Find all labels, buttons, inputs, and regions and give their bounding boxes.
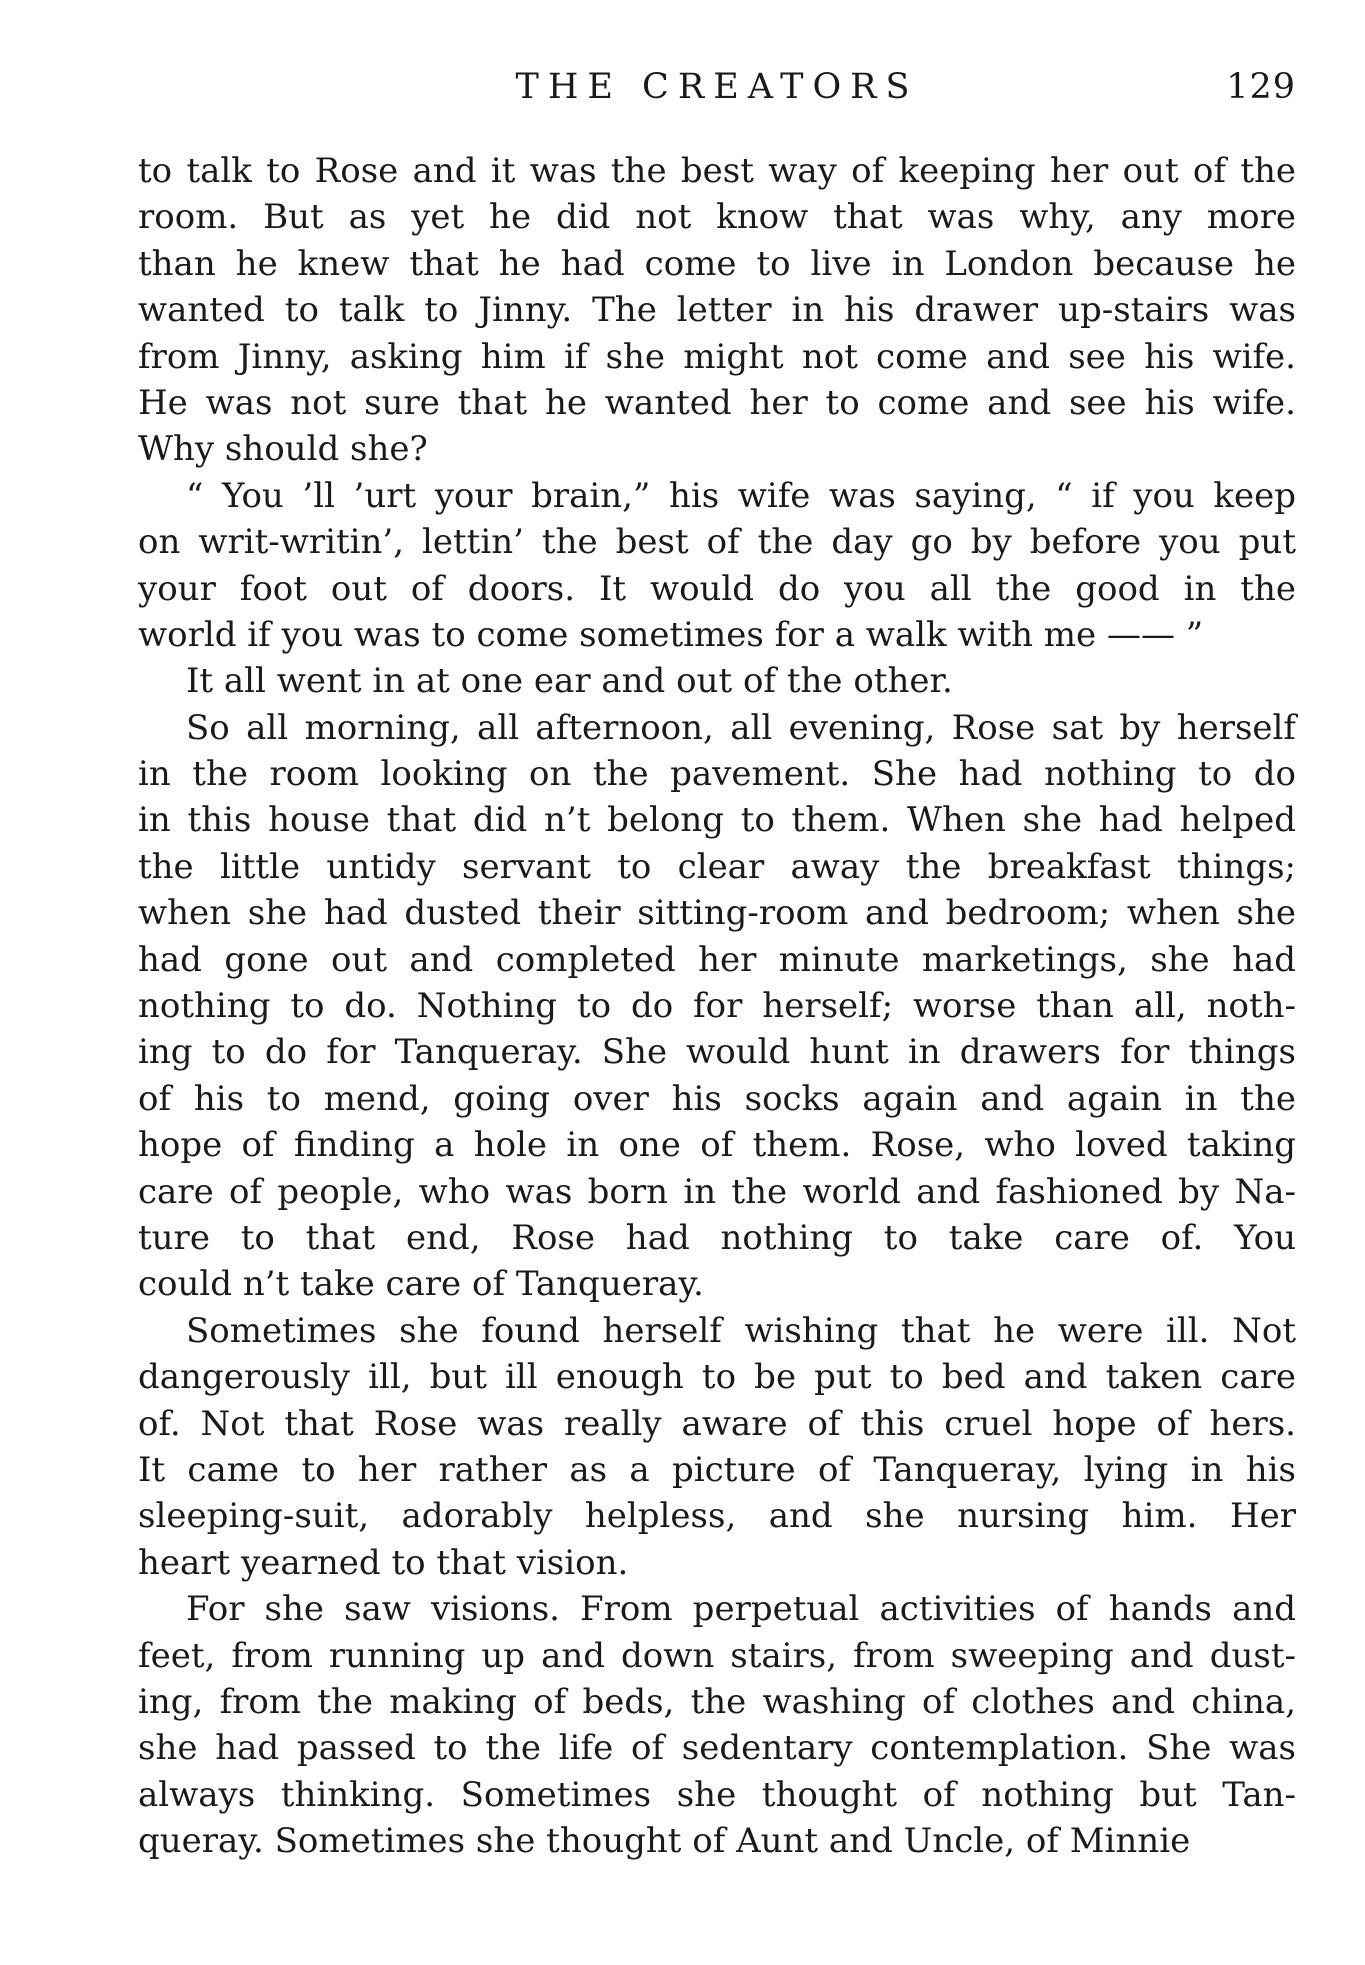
text-line: on writ-writin’, lettin’ the best of the day go by before you put [138, 522, 1296, 563]
text-line: in this house that did n’t belong to them. When she had helped [138, 800, 1296, 841]
text-line: Why should she? [138, 429, 428, 470]
text-line: to talk to Rose and it was the best way of keeping her out of the [138, 151, 1296, 191]
text-line: always thinking. Sometimes she thought of nothing but Tan- [138, 1774, 1296, 1815]
paragraph [138, 473, 1296, 659]
text-line: For she saw visions. From perpetual activities of hands and [186, 1589, 1296, 1630]
paragraph [138, 1308, 1296, 1586]
text-line: wanted to talk to Jinny. The letter in his drawer up-stairs was [138, 290, 1296, 331]
text-line: of. Not that Rose was really aware of this cruel hope of hers. [138, 1403, 1296, 1444]
text-line: from Jinny, asking him if she might not come and see his wife. [138, 336, 1296, 377]
text-line: room. But as yet he did not know that was why, any more [138, 197, 1296, 238]
text-line: could n’t take care of Tanqueray. [138, 1264, 704, 1305]
text-line: in the room looking on the pavement. She had nothing to do [138, 754, 1296, 795]
page-number: 129 [1226, 67, 1296, 107]
text-line: dangerously ill, but ill enough to be put to bed and taken care [138, 1357, 1296, 1398]
text-line: of his to mend, going over his socks again and again in the [138, 1078, 1296, 1119]
text-line: “ You ’ll ’urt your brain,” his wife was saying, “ if you keep [186, 475, 1296, 516]
text-line: had gone out and completed her minute marketings, she had [138, 939, 1296, 980]
text-line: ing to do for Tanqueray. She would hunt in drawers for things [138, 1032, 1296, 1073]
paragraph [138, 148, 1296, 473]
text-line: nothing to do. Nothing to do for herself; worse than all, noth- [138, 986, 1296, 1027]
text-line: the little untidy servant to clear away the breakfast things; [138, 846, 1296, 887]
text-line: she had passed to the life of sedentary contemplation. She was [138, 1728, 1296, 1769]
text-line: hope of finding a hole in one of them. Rose, who loved taking [138, 1125, 1296, 1166]
paragraph [138, 658, 1296, 704]
text-line: queray. Sometimes she thought of Aunt and Uncle, of Minnie [138, 1821, 1191, 1862]
text-line: ing, from the making of beds, the washing of clothes and china, [138, 1681, 1296, 1722]
text-line: care of people, who was born in the world and fashioned by Na- [138, 1171, 1296, 1212]
text-line: feet, from running up and down stairs, from sweeping and dust- [138, 1635, 1296, 1676]
text-line: ture to that end, Rose had nothing to take care of. You [138, 1217, 1296, 1258]
text-line: Sometimes she found herself wishing that he were ill. Not [186, 1310, 1296, 1351]
text-line: It all went in at one ear and out of the other. [186, 661, 953, 702]
text-line: He was not sure that he wanted her to come and see his wife. [138, 382, 1296, 423]
paragraph [138, 1586, 1296, 1864]
text-line: heart yearned to that vision. [138, 1542, 629, 1583]
text-line: than he knew that he had come to live in London because he [138, 243, 1296, 284]
text-line: when she had dusted their sitting-room and bedroom; when she [138, 893, 1296, 934]
text-line: sleeping-suit, adorably helpless, and she nursing him. Her [138, 1496, 1296, 1537]
text-line: your foot out of doors. It would do you all the good in the [138, 568, 1296, 609]
text-line: So all morning, all afternoon, all evening, Rose sat by herself [186, 707, 1296, 748]
running-head [138, 62, 1296, 112]
body-text [138, 148, 1296, 1864]
text-line: It came to her rather as a picture of Tanqueray, lying in his [138, 1449, 1296, 1490]
text-line: world if you was to come sometimes for a walk with me —— ” [138, 614, 1204, 655]
running-title: THE CREATORS [515, 67, 919, 107]
paragraph [138, 705, 1296, 1308]
